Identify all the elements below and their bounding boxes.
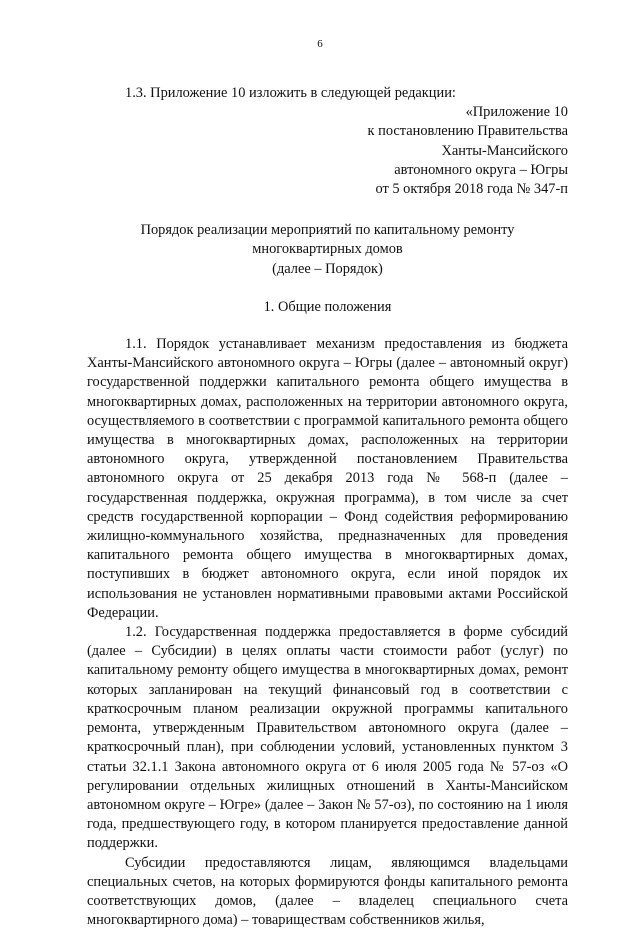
appendix-header-line: от 5 октября 2018 года № 347-п: [375, 181, 568, 198]
paragraph-1-1: 1.1. Порядок устанавливает механизм предоставления из бюджета Ханты-Мансийского автономного округа – Югры (далее – автономный округ) государственной поддержки капитального ремонта общего имущества в многоквартирных домах, расположенных на территории автономного округа, осуществляемого в соответствии с программой капитального ремонта общего имущества в многоквартирных домах, расположенных на территории автономного округа, утвержденной постановлением Правительства автономного округа от 25 декабря 2013 года № 568-п (далее – государственная поддержка, окружная программа), в том числе за счет средств государственной корпорации – Фонд содействия реформированию жилищно-коммунального хозяйства, предназначенных для проведения капитального ремонта общего имущества в многоквартирных домах, поступивших в бюджет автономного округа, если иной порядок их использования не установлен нормативными правовыми актами Российской Федерации.: [87, 336, 568, 621]
page-number: 6: [317, 38, 323, 50]
appendix-header-line: Ханты-Мансийского: [441, 142, 568, 159]
document-body: [87, 335, 568, 930]
appendix-header-line: к постановлению Правительства: [367, 123, 568, 140]
paragraph-subsidies: Субсидии предоставляются лицам, являющимся владельцами специальных счетов, на которых формируются фонды капитального ремонта соответствующих домов, (далее – владелец специального счета многоквартирного дома) – товариществам собственников жилья,: [87, 854, 568, 929]
appendix-header: [87, 103, 568, 199]
appendix-header-line: автономного округа – Югры: [394, 161, 568, 178]
document-content: [87, 84, 568, 930]
document-title-line: Порядок реализации мероприятий по капитальному ремонту: [140, 222, 515, 239]
document-title-line: (далее – Порядок): [272, 260, 383, 277]
document-title-line: многоквартирных домов: [252, 241, 403, 258]
document-title: [87, 221, 568, 279]
section-heading: 1. Общие положения: [263, 298, 392, 315]
appendix-header-line: «Приложение 10: [465, 104, 568, 121]
paragraph-1-2: 1.2. Государственная поддержка предоставляется в форме субсидий (далее – Субсидии) в целях оплаты части стоимости работ (услуг) по капитальному ремонту общего имущества в многоквартирных домах, ремонт которых запланирован на текущий финансовый год в соответствии с краткосрочным планом реализации окружной программы капитального ремонта, утвержденным Правительством автономного округа (далее – краткосрочный план), при соблюдении условий, установленных пунктом 3 статьи 32.1.1 Закона автономного округа от 6 июля 2005 года № 57-оз «О регулировании отдельных жилищных отношений в Ханты-Мансийском автономном округе – Югре» (далее – Закон № 57-оз), по состоянию на 1 июля года, предшествующего году, в котором планируется предоставление данной поддержки.: [87, 624, 568, 852]
amendment-intro-line: 1.3. Приложение 10 изложить в следующей редакции:: [125, 85, 456, 101]
